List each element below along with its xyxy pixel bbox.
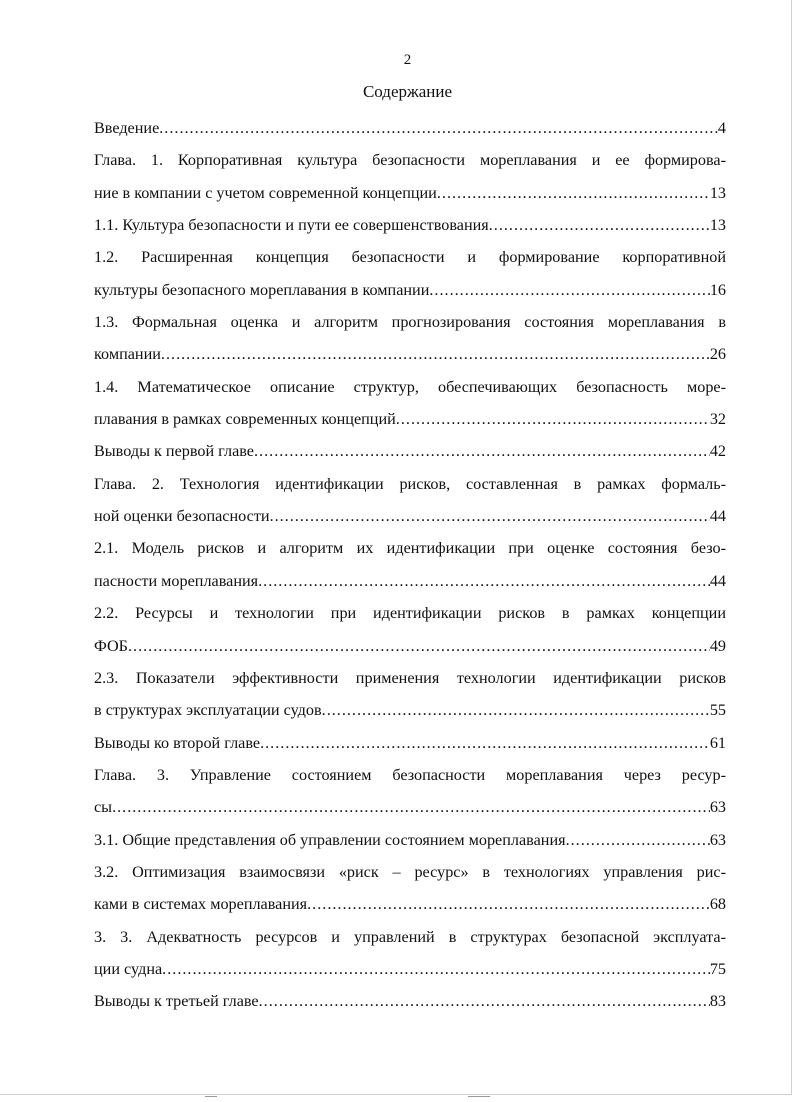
toc-entry-page: 13 <box>709 216 726 235</box>
toc-entry-line: 1.2. Расширенная концепция безопасности и формирование корпоративной <box>94 248 726 267</box>
toc-entry-line: Глава. 1. Корпоративная культура безопасности мореплавания и ее формирова- <box>94 151 726 170</box>
toc-entry-page: 55 <box>709 701 726 720</box>
toc-entry <box>94 759 726 824</box>
toc-entry <box>94 824 726 856</box>
scan-mark <box>205 1096 217 1097</box>
toc-entry <box>94 921 726 986</box>
toc-entry-title: плавания в рамках современных концепций <box>94 410 396 429</box>
toc-entry-title: ФОБ <box>94 636 128 655</box>
toc-entry-title: ками в системах мореплавания <box>94 895 308 914</box>
dot-leader <box>322 694 710 726</box>
toc-entry <box>94 727 726 759</box>
dot-leader <box>307 888 710 920</box>
toc-entry-title: 1.1. Культура безопасности и пути ее совершенствования <box>94 216 489 235</box>
toc-entry-title: ции судна <box>94 959 163 978</box>
toc-entry-line: 1.4. Математическое описание структур, обеспечивающих безопасность море- <box>94 377 726 396</box>
page-number: 2 <box>403 52 412 68</box>
toc-entry <box>94 435 726 467</box>
toc-entry-page: 44 <box>709 571 726 590</box>
table-of-contents <box>94 112 726 1018</box>
toc-entry-title: Введение <box>94 119 160 137</box>
toc-entry-title: сы <box>94 798 113 817</box>
toc-entry <box>94 241 726 306</box>
toc-entry-line: 3.2. Оптимизация взаимосвязи «риск – ресурс» в технологиях управления рис- <box>94 862 726 881</box>
toc-entry <box>94 597 726 662</box>
toc-entry <box>94 144 726 209</box>
scan-mark <box>468 1096 490 1097</box>
toc-entry-line: 3. 3. Адекватность ресурсов и управлений в структурах безопасной эксплуата- <box>94 927 726 946</box>
toc-entry-page: 68 <box>709 895 726 914</box>
toc-entry <box>94 985 726 1017</box>
dot-leader <box>112 791 710 823</box>
dot-leader <box>258 565 710 597</box>
toc-entry-line: 1.3. Формальная оценка и алгоритм прогнозирования состояния мореплавания в <box>94 313 726 332</box>
toc-entry-page: 63 <box>709 830 726 849</box>
page-title: Содержание <box>362 82 453 101</box>
toc-entry <box>94 112 726 144</box>
toc-entry-title: Выводы к первой главе <box>94 442 254 461</box>
toc-entry <box>94 306 726 371</box>
toc-entry-line: 2.1. Модель рисков и алгоритм их идентификации при оценке состояния безо- <box>94 539 726 558</box>
dot-leader <box>396 403 710 435</box>
dot-leader <box>566 824 710 856</box>
toc-entry-page: 42 <box>709 442 726 461</box>
toc-entry <box>94 532 726 597</box>
toc-entry-line: 2.2. Ресурсы и технологии при идентификации рисков в рамках концепции <box>94 604 726 623</box>
toc-entry-title: в структурах эксплуатации судов <box>94 701 322 720</box>
dot-leader <box>161 338 710 370</box>
dot-leader <box>128 630 710 662</box>
toc-entry-title: культуры безопасного мореплавания в компании <box>94 280 430 299</box>
toc-entry-line: Глава. 3. Управление состоянием безопасности мореплавания через ресур- <box>94 765 726 784</box>
toc-entry-page: 75 <box>709 959 726 978</box>
toc-entry <box>94 856 726 921</box>
toc-entry-title: пасности мореплавания <box>94 571 259 590</box>
toc-entry-page: 26 <box>709 345 726 364</box>
toc-entry-page: 16 <box>709 280 726 299</box>
toc-entry-page: 32 <box>709 410 726 429</box>
toc-entry <box>94 371 726 436</box>
toc-entry-page: 13 <box>709 183 726 202</box>
dot-leader <box>254 435 710 467</box>
toc-entry-title: Выводы к третьей главе <box>94 992 259 1011</box>
dot-leader <box>429 274 709 306</box>
toc-entry-title: ние в компании с учетом современной концепции <box>94 183 437 202</box>
dot-leader <box>260 727 710 759</box>
toc-entry-title: компании <box>94 345 161 364</box>
toc-entry <box>94 468 726 533</box>
dot-leader <box>437 177 710 209</box>
toc-entry-page: 61 <box>709 733 726 752</box>
toc-entry-page: 4 <box>717 119 726 137</box>
dot-leader <box>159 112 718 144</box>
toc-entry <box>94 209 726 241</box>
toc-entry-line: Глава. 2. Технология идентификации рисков, составленная в рамках формаль- <box>94 474 726 493</box>
toc-entry-line: 2.3. Показатели эффективности применения технологии идентификации рисков <box>94 668 726 687</box>
dot-leader <box>259 985 710 1017</box>
dot-leader <box>270 500 710 532</box>
toc-entry-page: 49 <box>709 636 726 655</box>
toc-entry-page: 83 <box>709 992 726 1011</box>
toc-entry-page: 44 <box>709 507 726 526</box>
toc-entry-title: ной оценки безопасности <box>94 507 270 526</box>
toc-entry-title: 3.1. Общие представления об управлении состоянием мореплавания <box>94 830 566 849</box>
toc-entry-title: Выводы ко второй главе <box>94 733 261 752</box>
dot-leader <box>162 953 710 985</box>
toc-entry-page: 63 <box>709 798 726 817</box>
toc-entry <box>94 662 726 727</box>
dot-leader <box>489 209 710 241</box>
